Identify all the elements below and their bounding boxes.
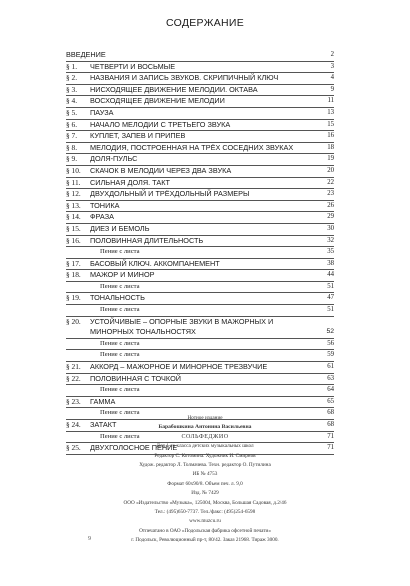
imprint-art-editor: Худож. редактор Л. Толмачева. Техн. редактор О. Путилина — [139, 462, 271, 469]
toc-entry — [66, 131, 334, 143]
toc-title: ПОЛОВИННАЯ С ТОЧКОЙ — [90, 373, 182, 383]
page-title: СОДЕРЖАНИЕ — [165, 17, 245, 29]
toc-page-number: 11 — [327, 97, 334, 105]
toc-entry — [66, 212, 334, 224]
toc-title: УСТОЙЧИВЫЕ – ОПОРНЫЕ ЗВУКИ В МАЖОРНЫХ И — [90, 316, 274, 326]
toc-page-number: 16 — [327, 132, 334, 140]
toc-title: СКАЧОК В МЕЛОДИИ ЧЕРЕЗ ДВА ЗВУКА — [90, 165, 232, 175]
toc-title: Пение с листа — [100, 306, 140, 314]
toc-section-number: § 9. — [66, 154, 78, 164]
toc-page-number: 63 — [327, 374, 334, 382]
toc-entry — [66, 85, 334, 97]
toc-page-number: 56 — [327, 339, 334, 347]
toc-section-number: § 8. — [66, 142, 78, 152]
toc-page-number: 68 — [327, 421, 334, 428]
toc-page-number: 35 — [327, 248, 334, 256]
toc-entry — [66, 62, 334, 74]
imprint-editors: Редактор С. Котомина. Художник И. Смирнов — [154, 452, 256, 459]
table-of-contents — [66, 50, 334, 455]
toc-title: ГАММА — [90, 396, 116, 406]
toc-entry-continuation — [66, 327, 334, 339]
toc-section-number: § 14. — [66, 212, 81, 222]
toc-title: Пение с листа — [100, 351, 140, 359]
toc-title: БАСОВЫЙ КЛЮЧ. АККОМПАНЕМЕНТ — [90, 258, 220, 268]
toc-entry — [66, 201, 334, 213]
toc-subentry — [66, 305, 334, 317]
toc-section-number: § 24. — [66, 420, 81, 429]
imprint-author: Барабошкина Антонина Васильевна — [158, 424, 252, 431]
toc-page-number: 61 — [327, 363, 334, 371]
toc-section-number: § 15. — [66, 223, 81, 233]
toc-section-number: § 22. — [66, 373, 81, 383]
toc-title: МЕЛОДИЯ, ПОСТРОЕННАЯ НА ТРЁХ СОСЕДНИХ ЗВУКАХ — [90, 142, 294, 152]
toc-entry — [66, 108, 334, 120]
toc-page-number: 44 — [327, 271, 334, 279]
imprint-edition: Нотное издание — [187, 415, 223, 421]
toc-entry — [66, 189, 334, 201]
toc-page-number: 23 — [327, 190, 334, 198]
toc-entry — [66, 178, 334, 190]
toc-entry — [66, 154, 334, 166]
imprint — [0, 414, 410, 546]
toc-page-number: 51 — [327, 306, 334, 314]
margin-mark: 9 — [88, 536, 91, 542]
toc-title: ТОНИКА — [90, 200, 120, 210]
toc-entry — [66, 166, 334, 178]
toc-entry — [66, 236, 334, 248]
imprint-subtitle: Для 1-го класса детских музыкальных школ — [156, 443, 254, 450]
toc-title: ПОЛОВИННАЯ ДЛИТЕЛЬНОСТЬ — [90, 235, 204, 245]
toc-subentry — [66, 282, 334, 294]
toc-page-number: 13 — [327, 108, 334, 116]
toc-page-number: 4 — [330, 74, 334, 82]
imprint-ib: ИБ № 4753 — [192, 471, 218, 478]
imprint-format: Формат 60х90/8. Объем печ. л. 9,0 — [167, 480, 243, 487]
toc-section-number: § 11. — [66, 177, 81, 187]
toc-section-number: § 3. — [66, 84, 78, 94]
toc-title: Пение с листа — [100, 432, 140, 440]
toc-section-number: § 21. — [66, 362, 81, 372]
toc-section-number: § 6. — [66, 119, 78, 129]
toc-page-number: 71 — [327, 444, 334, 452]
toc-entry — [66, 317, 334, 328]
toc-page-number: 64 — [327, 386, 334, 394]
imprint-phone: Тел.: (495)650-7737. Тел./факс: (495)254-6598 — [154, 509, 256, 516]
toc-title: ЗАТАКТ — [90, 420, 117, 429]
toc-subentry — [66, 247, 334, 259]
toc-title: ЧЕТВЕРТИ И ВОСЬМЫЕ — [90, 61, 176, 71]
toc-page-number: 18 — [327, 143, 334, 151]
toc-entry — [66, 362, 334, 374]
toc-entry — [66, 73, 334, 85]
toc-title: Пение с листа — [100, 282, 140, 290]
toc-entry — [66, 374, 334, 386]
imprint-publisher: ООО «Издательство «Музыка», 125004, Москва, Большая Садовая, д.2/46 — [123, 499, 287, 506]
toc-section-number: § 7. — [66, 131, 78, 141]
toc-title: ВВЕДЕНИЕ — [66, 50, 106, 59]
toc-title: НИСХОДЯЩЕЕ ДВИЖЕНИЕ МЕЛОДИИ. ОКТАВА — [90, 84, 258, 94]
toc-page-number: 15 — [327, 120, 334, 128]
toc-entry — [66, 259, 334, 271]
toc-section-number: § 17. — [66, 258, 81, 268]
toc-section-number: § 16. — [66, 235, 81, 245]
toc-title: ПАУЗА — [90, 107, 114, 117]
imprint-order: Изд. № 7429 — [191, 490, 219, 497]
imprint-printed: Отпечатано в ОАО «Подольская фабрика офсетной печати» — [139, 527, 271, 534]
toc-title: ДОЛЯ-ПУЛЬС — [90, 154, 138, 164]
toc-section-number: § 13. — [66, 200, 81, 210]
toc-title: ДВУХДОЛЬНЫЙ И ТРЁХДОЛЬНЫЙ РАЗМЕРЫ — [90, 189, 250, 199]
toc-entry — [66, 293, 334, 305]
toc-title: СИЛЬНАЯ ДОЛЯ. ТАКТ — [90, 177, 170, 187]
toc-section-number: § 10. — [66, 165, 81, 175]
toc-section-number: § 4. — [66, 96, 78, 106]
toc-entry — [66, 397, 334, 409]
toc-page-number: 9 — [330, 85, 334, 93]
toc-page-number: 32 — [327, 236, 334, 244]
toc-section-number: § 23. — [66, 396, 81, 406]
toc-page-number: 20 — [327, 166, 334, 174]
toc-page-number: 71 — [327, 432, 334, 440]
toc-title: НАЧАЛО МЕЛОДИИ С ТРЕТЬЕГО ЗВУКА — [90, 119, 231, 129]
toc-page-number: 59 — [327, 351, 334, 359]
toc-entry — [66, 270, 334, 282]
toc-section-number: § 20. — [66, 316, 81, 326]
toc-page-number: 2 — [330, 51, 334, 58]
toc-entry — [66, 224, 334, 236]
toc-section-number: § 2. — [66, 73, 78, 83]
toc-title: ВОСХОДЯЩЕЕ ДВИЖЕНИЕ МЕЛОДИИ — [90, 96, 225, 106]
toc-page-number: 51 — [327, 282, 334, 290]
toc-subentry — [66, 339, 334, 351]
toc-entry — [66, 143, 334, 155]
toc-section-number: § 25. — [66, 443, 81, 453]
imprint-address: г. Подольск, Революционный пр-т, 80/42. Заказ 21968. Тираж 3000. — [131, 537, 279, 544]
toc-page-number: 68 — [327, 409, 334, 417]
toc-title: ТОНАЛЬНОСТЬ — [90, 293, 145, 303]
toc-title: Пение с листа — [100, 386, 140, 394]
toc-section-number: § 19. — [66, 293, 81, 303]
toc-section-number: § 18. — [66, 270, 81, 280]
toc-title-continuation: МИНОРНЫХ ТОНАЛЬНОСТЯХ — [90, 327, 196, 337]
imprint-site: www.muzcu.ru — [189, 518, 221, 525]
toc-title: НАЗВАНИЯ И ЗАПИСЬ ЗВУКОВ. СКРИПИЧНЫЙ КЛЮЧ — [90, 73, 279, 83]
toc-title: Пение с листа — [100, 339, 140, 347]
imprint-book-title: СОЛЬФЕДЖИО — [181, 433, 229, 440]
toc-title: КУПЛЕТ, ЗАПЕВ И ПРИПЕВ — [90, 131, 186, 141]
toc-title: ФРАЗА — [90, 212, 114, 222]
toc-subentry — [66, 350, 334, 362]
toc-page-number: 19 — [327, 155, 334, 163]
toc-page-number: 47 — [327, 294, 334, 302]
toc-page-number: 52 — [326, 328, 334, 336]
toc-section-number: § 1. — [66, 61, 78, 71]
toc-subentry — [66, 385, 334, 397]
toc-page-number: 22 — [327, 178, 334, 186]
toc-entry — [66, 50, 334, 62]
toc-entry — [66, 96, 334, 108]
toc-section-number: § 5. — [66, 107, 78, 117]
toc-section-number: § 12. — [66, 189, 81, 199]
toc-title: Пение с листа — [100, 248, 140, 256]
toc-title: ДВУХГОЛОСНОЕ ПЕНИЕ — [90, 443, 178, 453]
toc-page-number: 26 — [327, 201, 334, 209]
toc-page-number: 30 — [327, 224, 334, 232]
toc-title: МАЖОР И МИНОР — [90, 270, 155, 280]
toc-title: АККОРД – МАЖОРНОЕ И МИНОРНОЕ ТРЕЗВУЧИЕ — [90, 362, 268, 372]
toc-page-number: 29 — [327, 213, 334, 221]
toc-page-number: 65 — [327, 397, 334, 405]
toc-entry — [66, 120, 334, 132]
toc-title: Пение с листа — [100, 409, 140, 417]
toc-page-number: 3 — [330, 62, 334, 70]
toc-page-number: 38 — [327, 259, 334, 267]
toc-title: ДИЕЗ И БЕМОЛЬ — [90, 223, 150, 233]
